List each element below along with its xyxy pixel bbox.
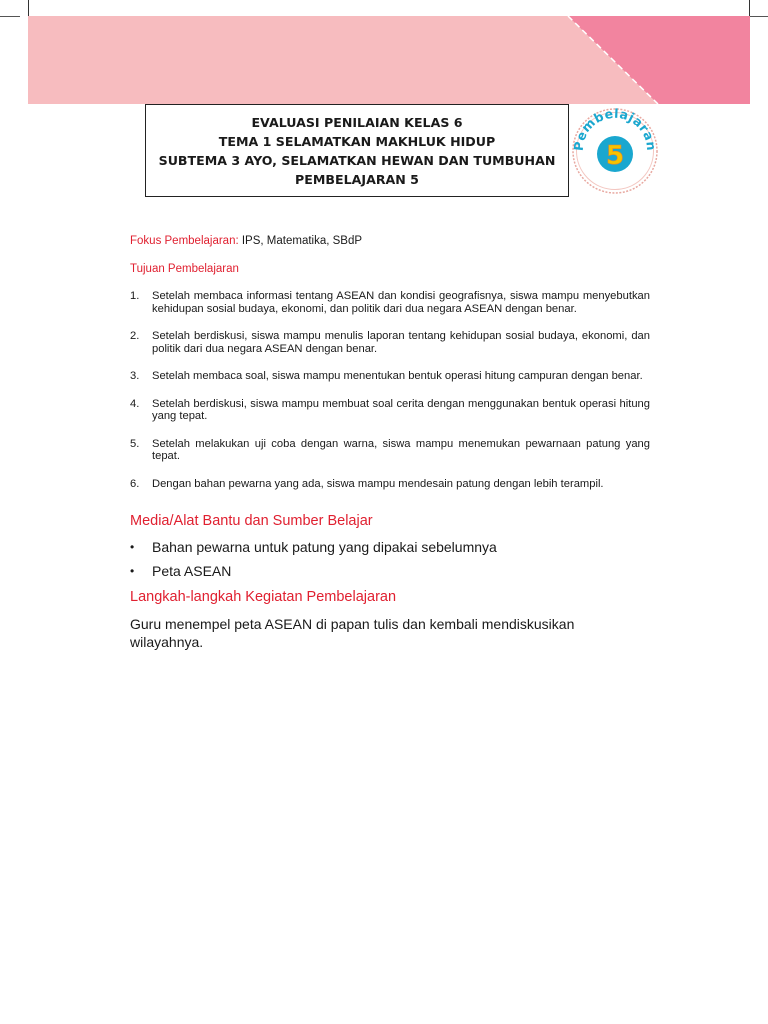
list-number: 5. [130,437,140,450]
media-heading: Media/Alat Bantu dan Sumber Belajar [130,513,373,529]
tujuan-heading: Tujuan Pembelajaran [130,263,239,275]
badge-number: 5 [605,141,625,171]
list-text: Peta ASEAN [152,563,232,579]
list-number: 4. [130,397,140,410]
list-item [130,438,650,463]
list-text: Dengan bahan pewarna yang ada, siswa mampu mendesain patung dengan lebih terampil. [152,477,604,490]
list-number: 1. [130,290,140,302]
fokus-value: IPS, Matematika, SBdP [238,235,363,247]
list-item [130,398,650,423]
list-text: Bahan pewarna untuk patung yang dipakai sebelumnya [152,539,497,555]
list-item [130,290,650,315]
crop-mark-left [0,16,20,17]
title-line-1: EVALUASI PENILAIAN KELAS 6 [251,114,463,130]
media-list [130,538,650,580]
badge-arc-label: Pembelajaran [571,107,659,152]
list-item [130,562,650,580]
title-box [145,104,569,197]
list-text: Setelah melakukan uji coba dengan warna, siswa mampu menemukan pewarnaan patung yang tepat. [152,437,650,462]
list-number: 2. [130,330,140,342]
list-item [130,538,650,556]
list-number: 3. [130,370,140,382]
langkah-heading: Langkah-langkah Kegiatan Pembelajaran [130,589,397,605]
main-content [130,234,650,651]
pembelajaran-badge [571,107,659,195]
crop-mark-right [748,16,768,17]
title-line-3: SUBTEMA 3 AYO, SELAMATKAN HEWAN DAN TUMBUHAN [158,152,556,168]
langkah-text: Guru menempel peta ASEAN di papan tulis dan kembali mendiskusikan wilayahnya. [130,616,575,650]
title-line-2: TEMA 1 SELAMATKAN MAKHLUK HIDUP [218,133,496,149]
bullet-icon: • [130,564,135,578]
header-banner [28,16,750,104]
fokus-label: Fokus Pembelajaran: [130,235,239,247]
page-edge [28,0,750,16]
list-text: Setelah membaca informasi tentang ASEAN dan kondisi geografisnya, siswa mampu menyebutkan kehidupan sosial budaya, ekonomi, dan politik dari dua negara ASEAN dengan benar. [152,290,650,315]
list-item [130,478,650,491]
list-text: Setelah membaca soal, siswa mampu menentukan bentuk operasi hitung campuran dengan benar. [152,370,643,382]
fokus-line [130,234,650,249]
banner-accent-shape [568,16,750,104]
title-line-4: PEMBELAJARAN 5 [295,171,419,187]
list-text: Setelah berdiskusi, siswa mampu menulis laporan tentang kehidupan sosial budaya, ekonomi, dan politik dari dua negara ASEAN dengan benar. [152,330,650,355]
list-text: Setelah berdiskusi, siswa mampu membuat soal cerita dengan menggunakan bentuk operasi hitung yang tepat. [152,397,650,422]
list-item [130,330,650,355]
tujuan-list [130,290,650,490]
bullet-icon: • [130,540,135,554]
list-item [130,370,650,383]
list-number: 6. [130,477,140,490]
